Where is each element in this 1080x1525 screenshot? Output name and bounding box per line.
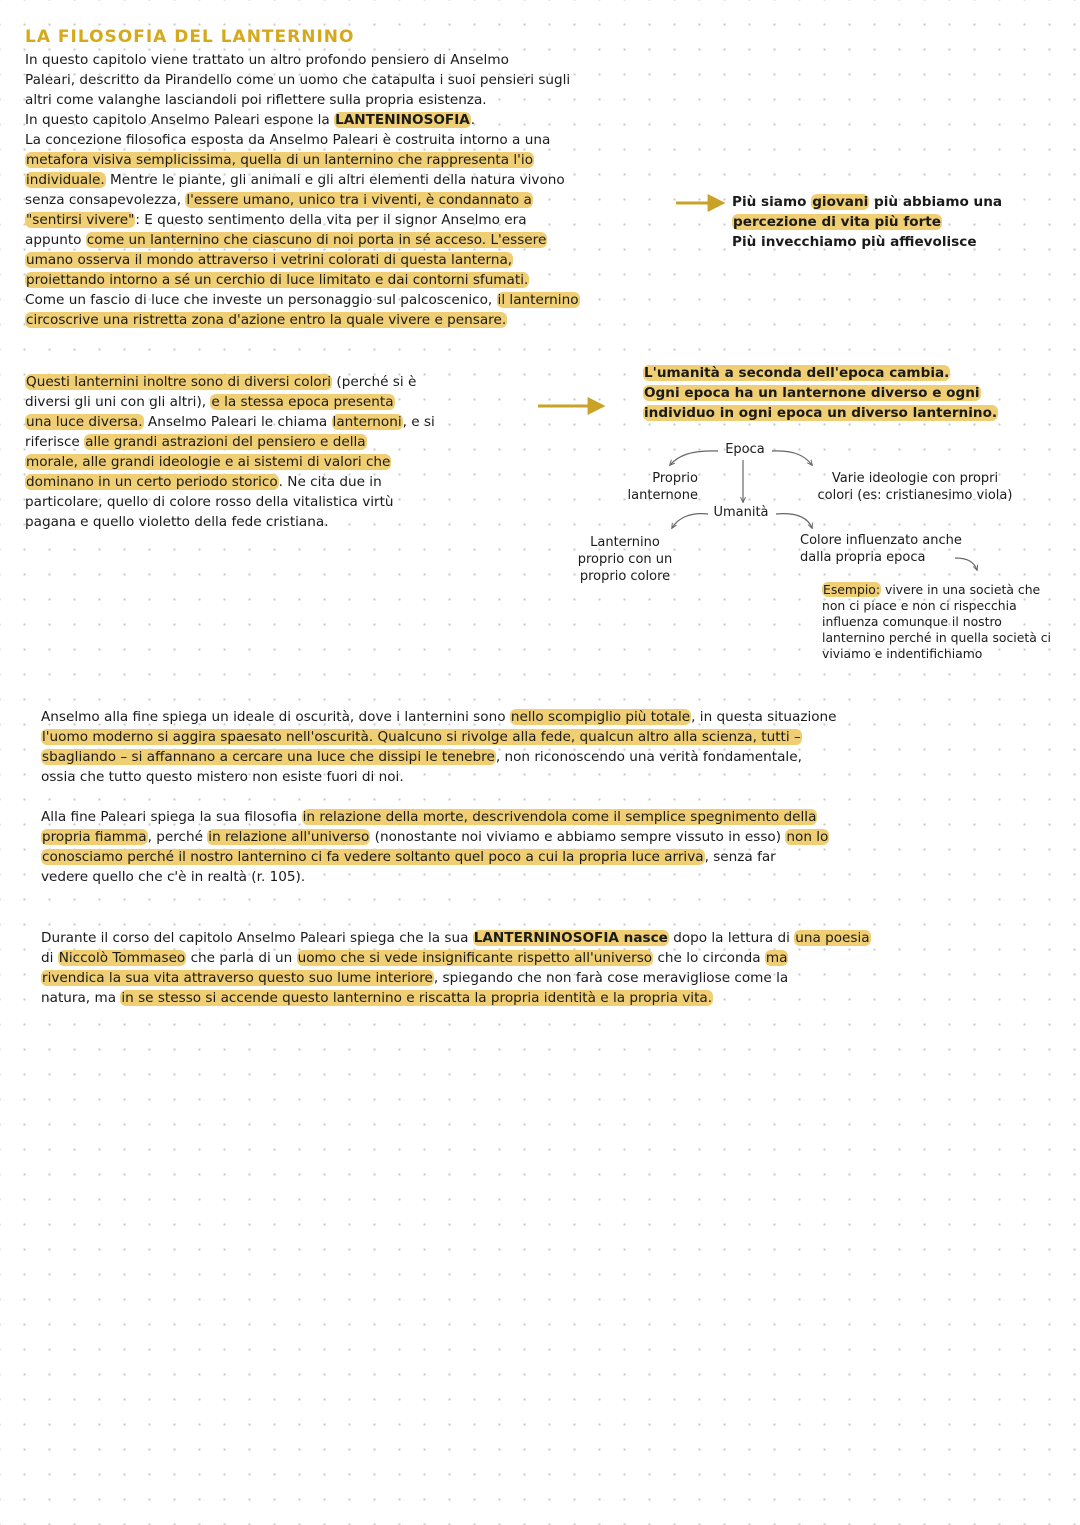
text-line: diversi gli uni con gli altri), e la stessa epoca presenta — [25, 394, 394, 410]
keyword-lanterninosofia: LANTERNINOSOFIA nasce — [473, 930, 668, 946]
text-line: individuale. Mentre le piante, gli animali e gli altri elementi della natura vivono — [26, 172, 565, 188]
text-line: Come un fascio di luce che investe un personaggio sul palcoscenico, il lanternino — [25, 292, 579, 308]
text-line: circoscrive una ristretta zona d'azione entro la quale vivere e pensare. — [26, 312, 507, 328]
text-line: In questo capitolo Anselmo Paleari espone la LANTENINOSOFIA. — [25, 112, 476, 128]
text-line: senza consapevolezza, l'essere umano, unico tra i viventi, è condannato a — [25, 192, 532, 208]
text-line: Anselmo alla fine spiega un ideale di oscurità, dove i lanternini sono nello scompiglio più totale, in questa situazione — [41, 709, 837, 725]
connector-colore-esempio — [955, 558, 977, 570]
paragraph-origine — [41, 928, 1061, 1008]
text-line: vedere quello che c'è in realtà (r. 105). — [41, 869, 306, 885]
text-line: percezione di vita più forte — [733, 214, 941, 230]
keyword-lanterninosofia: LANTENINOSOFIA — [335, 112, 470, 128]
example-label: Esempio: — [823, 582, 881, 597]
text-line: Questi lanternini inoltre sono di diversi colori (perché si è — [26, 374, 417, 390]
paragraph-morte — [41, 807, 1061, 887]
connector-umanita-colore — [776, 514, 812, 528]
text-line: In questo capitolo viene trattato un altro profondo pensiero di Anselmo — [25, 52, 509, 68]
text-line: pagana e quello violetto della fede cristiana. — [25, 514, 329, 530]
text-line: altri come valanghe lasciandoli poi riflettere sulla propria esistenza. — [25, 92, 487, 108]
node-colore-influenzato: Colore influenzato anche dalla propria epoca — [800, 533, 962, 565]
text-line: individuo in ogni epoca un diverso lanternino. — [644, 405, 998, 421]
text-line: metafora visiva semplicissima, quella di un lanternino che rappresenta l'io — [26, 152, 534, 168]
text-line: sbagliando – si affannano a cercare una luce che dissipi le tenebre, non riconoscendo una verità fondamentale, — [42, 749, 802, 765]
node-epoca: Epoca — [725, 442, 765, 457]
text-line: Ogni epoca ha un lanternone diverso e ogni — [644, 385, 980, 401]
text-line: Più siamo giovani più abbiamo una — [732, 194, 1003, 210]
text-line: ossia che tutto questo mistero non esiste fuori di noi. — [41, 769, 404, 785]
text-line: L'umanità a seconda dell'epoca cambia. — [644, 365, 950, 381]
node-esempio: Esempio: vivere in una società che non ci piace e non ci rispecchia influenza comunque il nostro lanternino perché in quella società ci viviamo e indentifichiamo — [822, 582, 1052, 661]
text-line: natura, ma in se stesso si accende questo lanternino e riscatta la propria identità e la propria vita. — [41, 990, 713, 1006]
text-line: conosciamo perché il nostro lanternino ci fa vedere soltanto quel poco a cui la propria luce arriva, senza far — [42, 849, 776, 865]
text-line: una luce diversa. Anselmo Paleari le chiama lanternoni, e si — [26, 414, 435, 430]
node-lanternino: Lanternino proprio con un proprio colore — [577, 535, 673, 584]
node-varie-ideologie: Varie ideologie con propri colori (es: cristianesimo viola) — [817, 471, 1013, 503]
text-line: Alla fine Paleari spiega la sua filosofia in relazione della morte, descrivendola come il semplice spegnimento della — [41, 809, 817, 825]
connector-epoca-proprio — [670, 451, 718, 465]
connector-epoca-varie — [772, 451, 812, 465]
text-line: di Niccolò Tommaseo che parla di un uomo che si vede insignificante rispetto all'universo che lo circonda ma — [41, 950, 788, 966]
text-line: La concezione filosofica esposta da Anselmo Paleari è costruita intorno a una — [25, 132, 551, 148]
text-line: appunto come un lanternino che ciascuno di noi porta in sé acceso. L'essere — [25, 232, 547, 248]
text-line: morale, alle grandi ideologie e ai sistemi di valori che — [26, 454, 391, 470]
text-line: l'uomo moderno si aggira spaesato nell'oscurità. Qualcuno si rivolge alla fede, qualcun altro alla scienza, tutti – — [42, 729, 801, 745]
text-line: dominano in un certo periodo storico. Ne cita due in — [26, 474, 382, 490]
text-line: particolare, quello di colore rosso della vitalistica virtù — [25, 494, 394, 510]
text-line: Più invecchiamo più affievolisce — [732, 234, 977, 250]
text-line: Durante il corso del capitolo Anselmo Paleari spiega che la sua LANTERNINOSOFIA nasce dopo la lettura di una poesia — [41, 930, 870, 946]
text-line: "sentirsi vivere": E questo sentimento della vita per il signor Anselmo era — [26, 212, 527, 228]
node-proprio-lanternone: Proprio lanternone — [627, 471, 698, 503]
connector-umanita-lanternino — [672, 514, 708, 528]
text-line: Paleari, descritto da Pirandello come un uomo che catapulta i suoi pensieri sugli — [25, 72, 571, 88]
text-line: umano osserva il mondo attraverso i vetrini colorati di questa lanterna, — [26, 252, 513, 268]
text-line: proiettando intorno a sé un cerchio di luce limitato e dai contorni sfumati. — [26, 272, 529, 288]
text-line: riferisce alle grandi astrazioni del pensiero e della — [25, 434, 366, 450]
paragraph-oscurita — [41, 707, 1061, 787]
node-umanita: Umanità — [713, 505, 769, 520]
text-line: rivendica la sua vita attraverso questo suo lume interiore, spiegando che non farà cose meravigliose come la — [42, 970, 789, 986]
text-line: propria fiamma, perché in relazione all'universo (nonostante noi viviamo e abbiamo sempre vissuto in esso) non lo — [42, 829, 829, 845]
page-title: LA FILOSOFIA DEL LANTERNINO — [25, 27, 355, 47]
